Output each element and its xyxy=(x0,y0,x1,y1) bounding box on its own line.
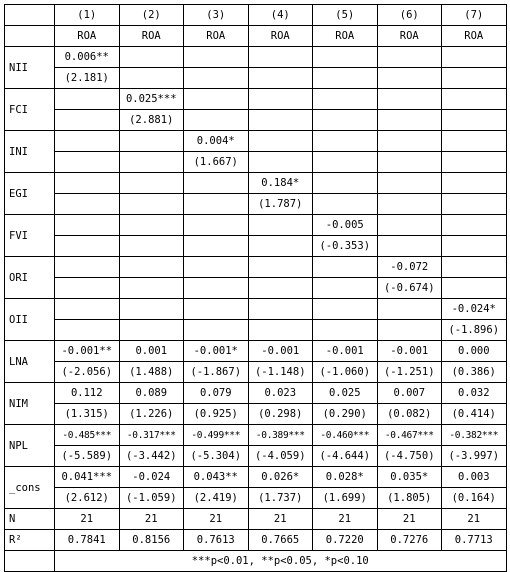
dependent-variable-label: ROA xyxy=(119,26,184,47)
t-statistic-cell xyxy=(248,152,313,173)
coefficient-cell: -0.467*** xyxy=(377,425,442,446)
coefficient-cell xyxy=(248,131,313,152)
statistic-row xyxy=(5,509,507,530)
note-blank-cell xyxy=(5,551,55,572)
t-statistic-cell: (2.612) xyxy=(55,488,120,509)
coefficient-cell xyxy=(377,89,442,110)
coefficient-row xyxy=(5,425,507,446)
statistic-value: 21 xyxy=(248,509,313,530)
statistic-value: 0.7841 xyxy=(55,530,120,551)
t-statistic-cell xyxy=(442,152,507,173)
t-statistic-cell xyxy=(377,68,442,89)
significance-note-row xyxy=(5,551,507,572)
coefficient-cell: -0.389*** xyxy=(248,425,313,446)
coefficient-cell xyxy=(442,47,507,68)
coefficient-cell xyxy=(313,131,378,152)
dependent-variable-label: ROA xyxy=(184,26,249,47)
variable-name: OII xyxy=(5,299,55,341)
coefficient-cell xyxy=(119,215,184,236)
coefficient-cell xyxy=(119,47,184,68)
t-statistic-cell xyxy=(55,320,120,341)
coefficient-cell: -0.024 xyxy=(119,467,184,488)
t-statistic-cell: (-1.867) xyxy=(184,362,249,383)
coefficient-cell xyxy=(313,47,378,68)
coefficient-cell: -0.460*** xyxy=(313,425,378,446)
coefficient-cell: -0.001** xyxy=(55,341,120,362)
coefficient-cell xyxy=(184,257,249,278)
t-statistic-cell xyxy=(119,194,184,215)
coefficient-cell xyxy=(313,257,378,278)
t-statistic-cell xyxy=(442,68,507,89)
coefficient-row xyxy=(5,131,507,152)
t-statistic-row xyxy=(5,404,507,425)
column-number: (6) xyxy=(377,5,442,26)
t-statistic-cell: (-2.056) xyxy=(55,362,120,383)
coefficient-cell: 0.184* xyxy=(248,173,313,194)
coefficient-cell: 0.043** xyxy=(184,467,249,488)
t-statistic-row xyxy=(5,362,507,383)
coefficient-cell xyxy=(377,47,442,68)
coefficient-row xyxy=(5,173,507,194)
header-depvar-row xyxy=(5,26,507,47)
t-statistic-cell: (-1.148) xyxy=(248,362,313,383)
column-number: (4) xyxy=(248,5,313,26)
statistic-value: 0.7713 xyxy=(442,530,507,551)
column-number: (3) xyxy=(184,5,249,26)
coefficient-cell: 0.028* xyxy=(313,467,378,488)
t-statistic-cell xyxy=(248,110,313,131)
coefficient-cell xyxy=(313,89,378,110)
t-statistic-cell xyxy=(184,110,249,131)
regression-table xyxy=(4,4,507,572)
t-statistic-cell xyxy=(313,194,378,215)
coefficient-cell: -0.005 xyxy=(313,215,378,236)
significance-note: ***p<0.01, **p<0.05, *p<0.10 xyxy=(55,551,507,572)
coefficient-cell: 0.001 xyxy=(119,341,184,362)
dependent-variable-label: ROA xyxy=(377,26,442,47)
statistic-value: 0.7276 xyxy=(377,530,442,551)
coefficient-cell xyxy=(55,173,120,194)
statistic-value: 0.8156 xyxy=(119,530,184,551)
t-statistic-cell: (-0.674) xyxy=(377,278,442,299)
coefficient-cell xyxy=(55,215,120,236)
t-statistic-cell xyxy=(119,152,184,173)
coefficient-cell xyxy=(55,257,120,278)
coefficient-cell xyxy=(55,131,120,152)
coefficient-cell: 0.007 xyxy=(377,383,442,404)
coefficient-cell xyxy=(184,47,249,68)
coefficient-cell: 0.003 xyxy=(442,467,507,488)
t-statistic-row xyxy=(5,236,507,257)
coefficient-row xyxy=(5,215,507,236)
coefficient-cell xyxy=(119,131,184,152)
t-statistic-cell: (-1.896) xyxy=(442,320,507,341)
statistic-value: 21 xyxy=(119,509,184,530)
coefficient-cell: 0.089 xyxy=(119,383,184,404)
t-statistic-row xyxy=(5,320,507,341)
t-statistic-cell: (-3.997) xyxy=(442,446,507,467)
t-statistic-cell xyxy=(377,194,442,215)
coefficient-row xyxy=(5,299,507,320)
t-statistic-cell: (0.925) xyxy=(184,404,249,425)
t-statistic-cell xyxy=(313,68,378,89)
coefficient-cell xyxy=(119,257,184,278)
t-statistic-cell xyxy=(442,278,507,299)
variable-name: NPL xyxy=(5,425,55,467)
coefficient-cell: 0.032 xyxy=(442,383,507,404)
t-statistic-cell xyxy=(377,320,442,341)
variable-name: NII xyxy=(5,47,55,89)
t-statistic-cell xyxy=(442,194,507,215)
coefficient-cell: -0.001 xyxy=(313,341,378,362)
coefficient-cell xyxy=(377,299,442,320)
variable-name: _cons xyxy=(5,467,55,509)
t-statistic-row xyxy=(5,488,507,509)
coefficient-cell: -0.485*** xyxy=(55,425,120,446)
coefficient-cell: 0.041*** xyxy=(55,467,120,488)
dependent-variable-label: ROA xyxy=(313,26,378,47)
coefficient-cell: 0.006** xyxy=(55,47,120,68)
coefficient-cell: -0.001 xyxy=(377,341,442,362)
t-statistic-cell: (1.737) xyxy=(248,488,313,509)
variable-name: ORI xyxy=(5,257,55,299)
coefficient-cell: 0.023 xyxy=(248,383,313,404)
coefficient-cell: -0.382*** xyxy=(442,425,507,446)
t-statistic-cell: (1.787) xyxy=(248,194,313,215)
t-statistic-cell: (1.315) xyxy=(55,404,120,425)
coefficient-cell xyxy=(442,257,507,278)
t-statistic-cell: (0.082) xyxy=(377,404,442,425)
t-statistic-cell xyxy=(55,110,120,131)
coefficient-cell: 0.025*** xyxy=(119,89,184,110)
t-statistic-cell: (-1.060) xyxy=(313,362,378,383)
t-statistic-cell xyxy=(119,68,184,89)
statistic-value: 21 xyxy=(313,509,378,530)
t-statistic-cell: (0.414) xyxy=(442,404,507,425)
t-statistic-row xyxy=(5,194,507,215)
coefficient-cell xyxy=(119,173,184,194)
t-statistic-cell xyxy=(119,320,184,341)
statistic-value: 0.7220 xyxy=(313,530,378,551)
coefficient-cell xyxy=(442,173,507,194)
t-statistic-cell: (-4.059) xyxy=(248,446,313,467)
t-statistic-cell: (0.298) xyxy=(248,404,313,425)
coefficient-cell: 0.026* xyxy=(248,467,313,488)
t-statistic-cell xyxy=(184,236,249,257)
coefficient-cell xyxy=(442,215,507,236)
t-statistic-cell: (-4.750) xyxy=(377,446,442,467)
coefficient-cell: 0.025 xyxy=(313,383,378,404)
coefficient-cell: 0.079 xyxy=(184,383,249,404)
coefficient-row xyxy=(5,47,507,68)
variable-name: EGI xyxy=(5,173,55,215)
t-statistic-cell: (-1.251) xyxy=(377,362,442,383)
t-statistic-cell: (0.290) xyxy=(313,404,378,425)
t-statistic-cell xyxy=(313,320,378,341)
t-statistic-cell: (0.386) xyxy=(442,362,507,383)
t-statistic-cell: (-1.059) xyxy=(119,488,184,509)
header-corner-cell xyxy=(5,26,55,47)
coefficient-cell xyxy=(377,215,442,236)
t-statistic-cell: (1.667) xyxy=(184,152,249,173)
coefficient-cell xyxy=(184,215,249,236)
coefficient-cell xyxy=(377,173,442,194)
t-statistic-row xyxy=(5,152,507,173)
statistic-value: 21 xyxy=(184,509,249,530)
t-statistic-cell: (-5.304) xyxy=(184,446,249,467)
t-statistic-cell: (-3.442) xyxy=(119,446,184,467)
t-statistic-cell xyxy=(442,236,507,257)
coefficient-cell: -0.001* xyxy=(184,341,249,362)
t-statistic-cell: (2.419) xyxy=(184,488,249,509)
t-statistic-row xyxy=(5,278,507,299)
t-statistic-row xyxy=(5,68,507,89)
t-statistic-cell xyxy=(184,68,249,89)
variable-name: NIM xyxy=(5,383,55,425)
dependent-variable-label: ROA xyxy=(248,26,313,47)
coefficient-cell: 0.035* xyxy=(377,467,442,488)
variable-name: FVI xyxy=(5,215,55,257)
coefficient-cell xyxy=(55,299,120,320)
coefficient-cell: 0.112 xyxy=(55,383,120,404)
coefficient-cell: -0.072 xyxy=(377,257,442,278)
t-statistic-cell: (0.164) xyxy=(442,488,507,509)
coefficient-cell xyxy=(184,89,249,110)
t-statistic-cell xyxy=(184,320,249,341)
variable-name: LNA xyxy=(5,341,55,383)
t-statistic-cell xyxy=(377,110,442,131)
t-statistic-cell xyxy=(313,278,378,299)
coefficient-cell xyxy=(377,131,442,152)
header-corner-cell xyxy=(5,5,55,26)
header-number-row xyxy=(5,5,507,26)
t-statistic-cell: (1.488) xyxy=(119,362,184,383)
t-statistic-cell xyxy=(184,194,249,215)
t-statistic-cell xyxy=(55,278,120,299)
t-statistic-cell xyxy=(313,110,378,131)
t-statistic-cell: (1.226) xyxy=(119,404,184,425)
t-statistic-cell: (1.805) xyxy=(377,488,442,509)
coefficient-cell: -0.499*** xyxy=(184,425,249,446)
statistic-value: 0.7613 xyxy=(184,530,249,551)
t-statistic-cell xyxy=(248,278,313,299)
dependent-variable-label: ROA xyxy=(442,26,507,47)
t-statistic-cell: (-5.589) xyxy=(55,446,120,467)
coefficient-cell xyxy=(442,89,507,110)
statistic-value: 21 xyxy=(377,509,442,530)
coefficient-cell xyxy=(248,89,313,110)
t-statistic-cell: (1.699) xyxy=(313,488,378,509)
coefficient-row xyxy=(5,257,507,278)
t-statistic-cell: (2.181) xyxy=(55,68,120,89)
t-statistic-cell xyxy=(55,236,120,257)
coefficient-row xyxy=(5,467,507,488)
t-statistic-cell xyxy=(119,236,184,257)
t-statistic-cell xyxy=(119,278,184,299)
t-statistic-cell xyxy=(442,110,507,131)
column-number: (5) xyxy=(313,5,378,26)
coefficient-cell xyxy=(184,173,249,194)
coefficient-cell xyxy=(248,47,313,68)
t-statistic-cell xyxy=(313,152,378,173)
t-statistic-cell xyxy=(248,236,313,257)
dependent-variable-label: ROA xyxy=(55,26,120,47)
coefficient-row xyxy=(5,341,507,362)
t-statistic-cell: (-0.353) xyxy=(313,236,378,257)
coefficient-cell xyxy=(313,299,378,320)
coefficient-cell: -0.024* xyxy=(442,299,507,320)
column-number: (7) xyxy=(442,5,507,26)
variable-name: FCI xyxy=(5,89,55,131)
statistic-value: 21 xyxy=(442,509,507,530)
t-statistic-cell: (2.881) xyxy=(119,110,184,131)
coefficient-cell: 0.004* xyxy=(184,131,249,152)
variable-name: INI xyxy=(5,131,55,173)
t-statistic-cell xyxy=(248,68,313,89)
t-statistic-cell xyxy=(55,194,120,215)
t-statistic-row xyxy=(5,446,507,467)
coefficient-cell: 0.000 xyxy=(442,341,507,362)
statistic-value: 21 xyxy=(55,509,120,530)
column-number: (1) xyxy=(55,5,120,26)
t-statistic-cell: (-4.644) xyxy=(313,446,378,467)
coefficient-cell xyxy=(248,257,313,278)
coefficient-cell xyxy=(119,299,184,320)
coefficient-cell xyxy=(248,215,313,236)
t-statistic-cell xyxy=(55,152,120,173)
coefficient-cell xyxy=(55,89,120,110)
coefficient-cell xyxy=(313,173,378,194)
statistic-name: R² xyxy=(5,530,55,551)
statistic-row xyxy=(5,530,507,551)
t-statistic-cell xyxy=(377,236,442,257)
coefficient-row xyxy=(5,383,507,404)
statistic-name: N xyxy=(5,509,55,530)
t-statistic-cell xyxy=(248,320,313,341)
t-statistic-cell xyxy=(184,278,249,299)
t-statistic-cell xyxy=(377,152,442,173)
coefficient-cell: -0.317*** xyxy=(119,425,184,446)
statistic-value: 0.7665 xyxy=(248,530,313,551)
column-number: (2) xyxy=(119,5,184,26)
coefficient-cell xyxy=(248,299,313,320)
coefficient-cell xyxy=(184,299,249,320)
coefficient-row xyxy=(5,89,507,110)
t-statistic-row xyxy=(5,110,507,131)
coefficient-cell xyxy=(442,131,507,152)
coefficient-cell: -0.001 xyxy=(248,341,313,362)
